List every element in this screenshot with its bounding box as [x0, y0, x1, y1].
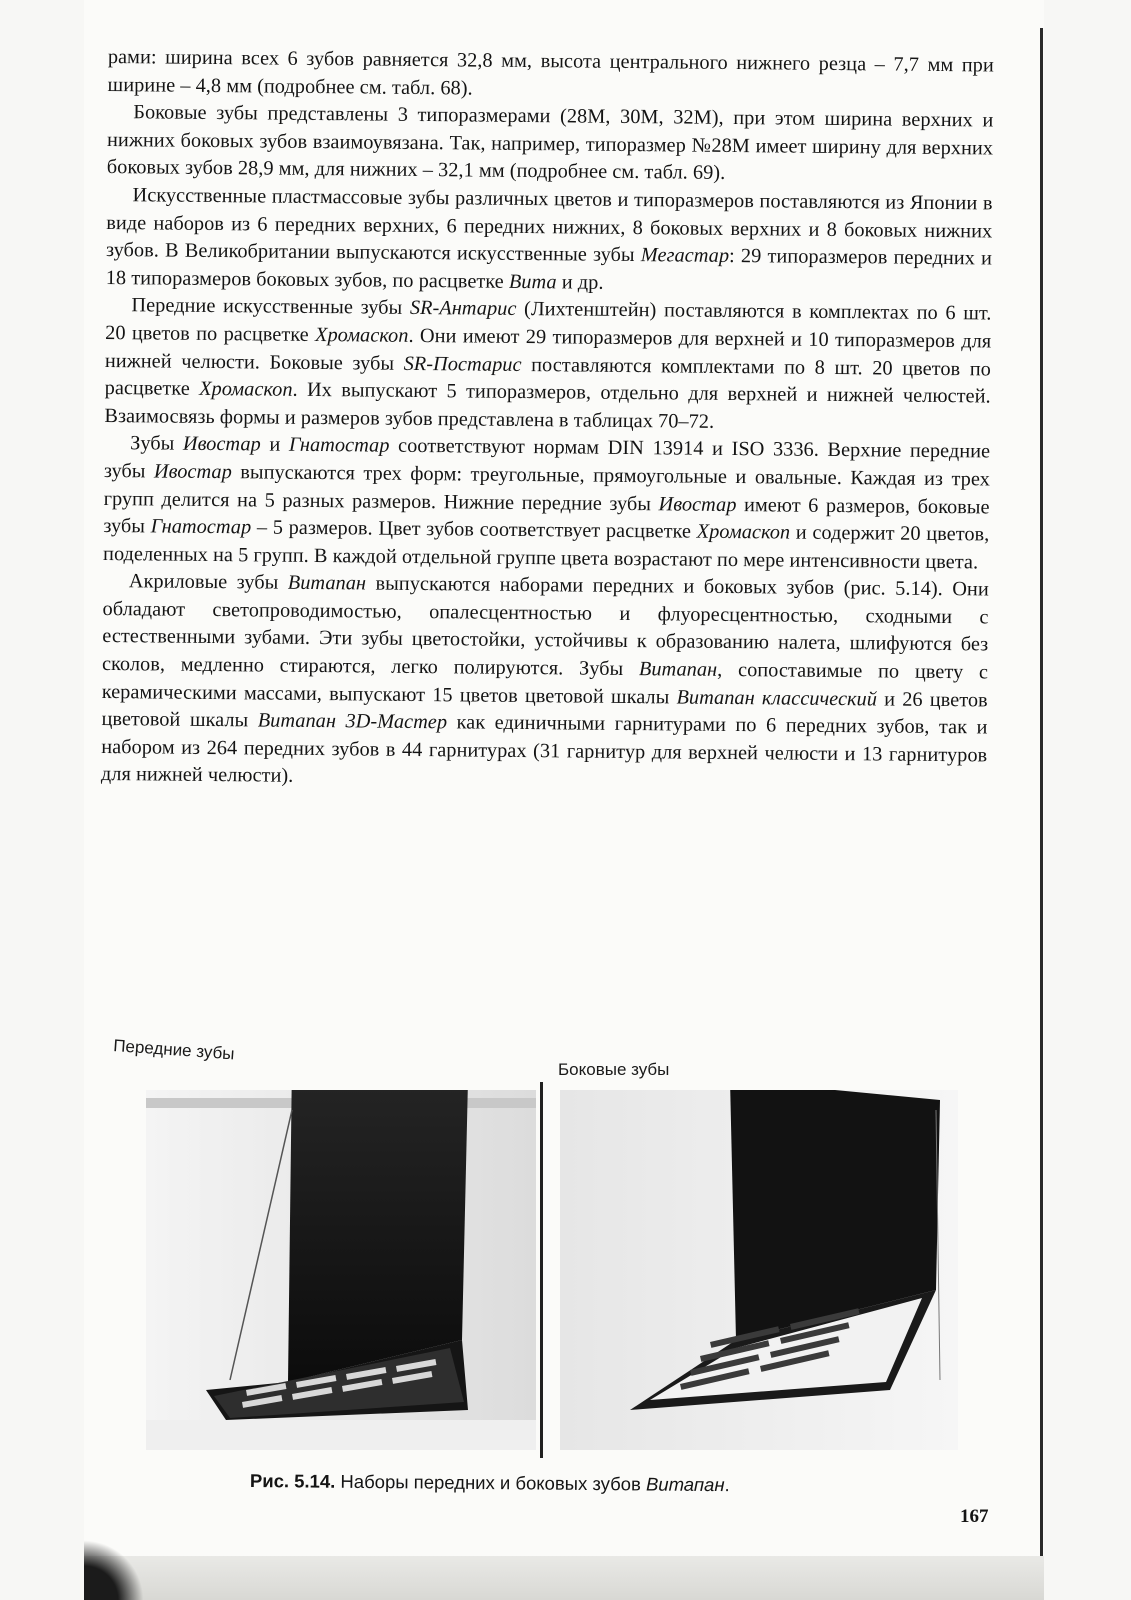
figure-caption-end: .: [724, 1474, 730, 1496]
figure-number: Рис. 5.14.: [249, 1470, 336, 1492]
italic-term: Витапан классический: [676, 686, 878, 711]
page-number: 167: [960, 1506, 989, 1527]
text-run: выпускаются наборами передних и боковых зубов (рис. 5.14). Они обладают светопроводимостью, опалесцентностью и флуоресцентностью, сходными с естественными зубами. Эти зубы цветостойки, устойчивы к образованию налета, шлифуются без сколов, медленно стираются, легко полируются. Зубы: [101, 572, 989, 681]
text-run: и содержит 20 цветов, поделенных на 5 групп. В каждой отдельной группе цвета возрастают по мере интенсивности цвета.: [103, 521, 990, 574]
figure-caption-name: Витапан: [645, 1473, 725, 1496]
text-run: Зубы: [130, 432, 184, 456]
paragraph: [107, 44, 993, 108]
text-run: (Лихтенштейн) поставляются в комплектах по 6 шт. 20 цветов по расцветке: [105, 298, 992, 346]
italic-term: Хромаскоп: [314, 323, 409, 347]
figure-right-label: Боковые зубы: [558, 1060, 670, 1079]
text-run: рами: ширина всех 6 зубов равняется 32,8 мм, высота центрального нижнего резца – 7,7 мм при ширине – 4,8 мм (подробнее см. табл. 68).: [107, 45, 994, 100]
photo-posterior-teeth-set: [560, 1090, 958, 1450]
text-run: Передние искусственные зубы: [131, 294, 410, 320]
text-run: Акриловые зубы: [128, 570, 288, 595]
paragraph: [106, 182, 993, 301]
italic-term: Хромаскоп: [696, 520, 791, 544]
italic-term: Вита: [508, 270, 557, 294]
paragraph: [107, 99, 994, 190]
text-run: и др.: [556, 271, 604, 294]
body-text: [101, 44, 994, 798]
paragraph: [103, 430, 990, 576]
figure-caption-text: Наборы передних и боковых зубов: [335, 1470, 647, 1495]
text-run: имеют 6 размеров, боковые зубы: [103, 493, 990, 538]
page-corner-shadow: [84, 1540, 144, 1600]
text-run: как единичными гарнитурами по 6 передних зубов, так и набором из 264 передних зубов в 44 гарнитурах (31 гарнитур для верхней челюсти и 13 гарнитуров для нижней челюсти).: [100, 711, 988, 788]
italic-term: Ивостар: [182, 433, 261, 456]
text-run: и: [260, 433, 290, 457]
text-run: выпускаются трех форм: треугольные, прямоугольные и овальные. Каждая из трех групп делится на 5 разных размеров. Нижние передние зубы: [103, 461, 990, 515]
text-run: поставляются комплектами по 8 шт. 20 цветов по расцветке: [104, 353, 992, 401]
photo-anterior-teeth-set: [146, 1090, 536, 1450]
text-run: и 26 цветов цветовой шкалы: [101, 688, 988, 732]
italic-term: Витапан: [287, 572, 367, 595]
italic-term: Витапан 3D-Мастер: [257, 709, 448, 734]
italic-term: SR-Антарис: [409, 297, 517, 321]
figure-left-label: Передние зубы: [112, 1036, 236, 1064]
text-run: . Они имеют 29 типоразмеров для верхней и 10 типоразмеров для нижней челюсти. Боковые зубы: [104, 324, 992, 375]
text-run: Боковые зубы представлены 3 типоразмерами (28М, 30М, 32М), при этом ширина верхних и нижних боковых зубов взаимоувязана. Так, например, типоразмер №28М имеет ширину для верхних боковых зубов 28,9 мм, для нижних – 32,1 мм (подробнее см. табл. 69).: [106, 101, 994, 185]
paragraph: [104, 292, 991, 438]
text-run: Искусственные пластмассовые зубы различных цветов и типоразмеров поставляются из Японии в виде наборов из 6 передних верхних, 6 передних нижних, 8 боковых верхних и 8 боковых нижних зубов. В Великобритании выпускаются искусственные зубы: [105, 184, 993, 267]
italic-term: Хромаскоп: [199, 378, 293, 401]
paragraph: [101, 568, 989, 797]
italic-term: Ивостар: [153, 460, 232, 484]
italic-term: Ивостар: [658, 492, 737, 516]
text-run: , сопоставимые по цвету с керамическими массами, выпускают 15 цветов цветовой шкалы: [101, 658, 989, 709]
text-run: . Их выпускают 5 типоразмеров, отдельно для верхней и нижней челюстей. Взаимосвязь формы и размеров зубов представлена в таблицах 70–72.: [104, 378, 991, 433]
italic-term: Витапан: [638, 658, 718, 681]
text-run: – 5 размеров. Цвет зубов соответствует расцветке: [251, 516, 697, 543]
text-run: соответствуют нормам DIN 13914 и ISO 3336. Верхние передние зубы: [103, 435, 991, 483]
italic-term: Гнатостар: [288, 434, 390, 458]
italic-term: SR-Постарис: [403, 352, 522, 376]
page-bottom-margin: [84, 1556, 1044, 1600]
italic-term: Гнатостар: [150, 515, 252, 539]
italic-term: Мегастар: [640, 244, 730, 268]
figure-divider: [540, 1082, 543, 1458]
page-edge-shadow: [1040, 28, 1043, 1560]
text-run: : 29 типоразмеров передних и 18 типоразмеров боковых зубов, по расцветке: [105, 245, 993, 293]
